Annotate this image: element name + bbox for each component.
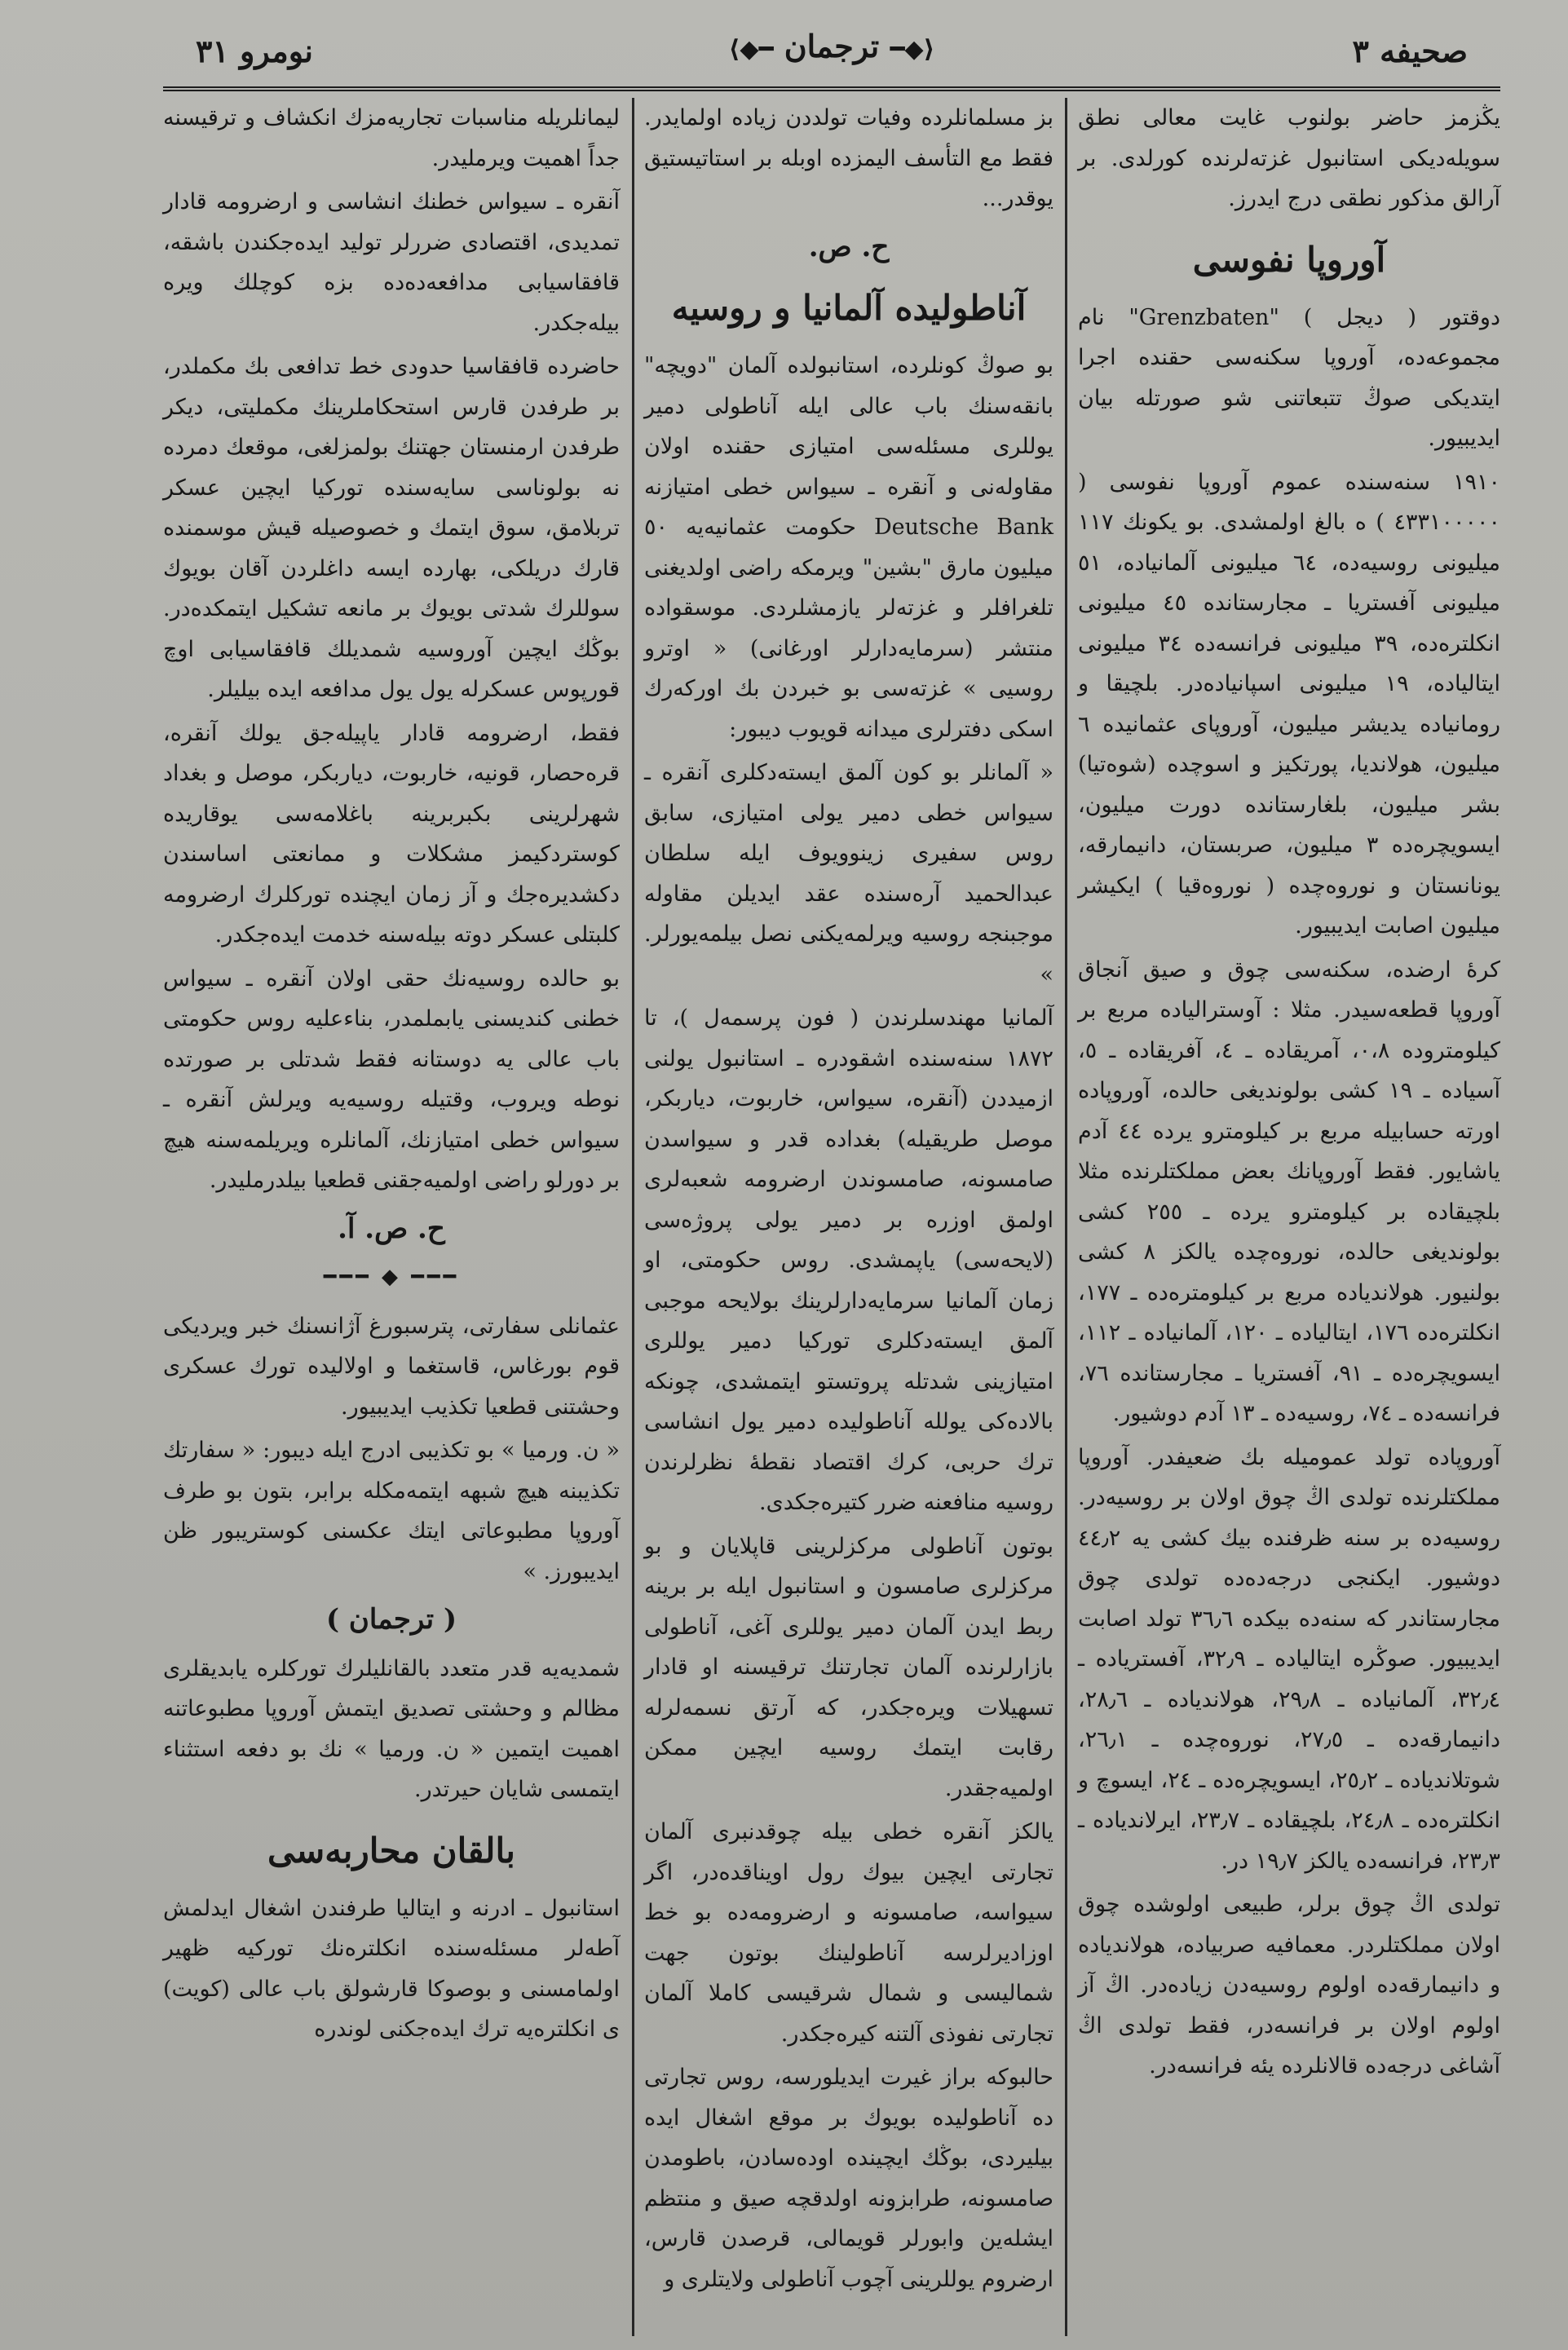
paragraph: شمديەيە قدر متعدد بالقانليلرك توركلرە يابديقلرى مظالم و وحشتى تصديق ايتمش آوروپا مطبوعاتنە اهميت ايتمين « ن. ورميا » نك بو دفعە استثناء ايتمسى شايان حيرتدر. bbox=[163, 1655, 620, 1802]
paragraph: « ن. ورميا » بو تكذيبى ادرج ايلە ديبور: « سفارتك تكذيبنە هيچ شبهە ايتمەمكلە برابر، بتون بو طرف آوروپا مطبوعاتى ايتك عكسنى كوستريبور ظن ايديبورز. » bbox=[163, 1438, 620, 1584]
paragraph: « آلمانلر بو كون آلمق ايستەدكلرى آنقرە ـ سيواس خطى دمير يولى امتيازى، سابق روس سفيرى زينوويوف ايلە سلطان عبدالحميد آرەسندە عقد ايديلن مقاولە موجبنجە روسيە ويرلمەيكنى نصل بيلمەيورلر. » bbox=[644, 760, 1053, 987]
issue-number: نومرو ٣١ bbox=[196, 33, 313, 69]
column-middle bbox=[644, 98, 1053, 2332]
ornament-left-icon: ⟨◆━ bbox=[890, 35, 935, 64]
signature: ح. ص. bbox=[808, 230, 890, 263]
page-number: صحيفه ٣ bbox=[1352, 33, 1468, 69]
intro-paragraph: بز مسلمانلردە وفيات تولددن زيادە اولمايدر. فقط مع التأسف اليمزدە اوبلە بر استاتيستيق يوقدر... bbox=[644, 105, 1053, 211]
paragraph: حالبوكە براز غيرت ايديلورسە، روس تجارتى دە آناطوليدە بويوك بر موقع اشغال ايدە بيليردى، بوڭك ايچيندە اودەسادن، باطومدن صامسونە، طرابزونە اولدقچە صيق و منتظم ايشلەين وابورلر قويمالى، قرصدن قارس، ارضروم يوللرينى آچوب آناطولى ولايتلرى و bbox=[644, 2065, 1053, 2292]
paragraph: ليمانلريلە مناسبات تجاريەمزك انكشاف و ترقيسنە جداً اهميت ويرمليدر. bbox=[163, 105, 620, 171]
paragraph: تولدى اڭ چوق برلر، طبيعى اولوشدە چوق اولان مملكتلردر. معمافيه صربيادە، هولانديادە و دانيمارقەدە اولوم روسيەدن زيادەدر. اڭ آز اولوم اولان بر فرانسەدر، فقط تولدى اڭ آشاغى درجەدە قالانلردە يئە فرانسەدر. bbox=[1078, 1892, 1500, 2078]
paragraph: فقط، ارضرومە قادار ياپيلەجق يولك آنقرە، قرەحصار، قونيە، خاربوت، دياربكر، موصل و بغداد شهرلرينى بكبربرينە باغلامەسى يوقاريدە كوستردكيمز مشكلات و ممانعتى اساسندن دكشديرەجك و آز زمان ايچندە توركلرك ارضرومە كلبتلى عسكر دوتە بيلەسنە خدمت ايدەجكدر. bbox=[163, 720, 620, 948]
article-heading-balkan-war: بالقان محاربەسى bbox=[267, 1830, 515, 1871]
paragraph: بوتون آناطولى مركزلرينى قاپلايان و بو مركزلرى صامسون و استانبول ايلە بر برينە ربط ايدن آلمان دمير يوللرى آغى، آناطولى بازارلرندە آلمان تجارتنك ترقيسنە او قادار تسهيلات ويرەجكدر، كە آرتق نسمەلرلە رقابت ايتمك روسيە ايچين ممكن اولميەجقدر. bbox=[644, 1533, 1053, 1801]
section-divider-icon: ━━━ ◆ ━━━ bbox=[323, 1265, 460, 1289]
paragraph: دوقتور ( ديجل ) "Grenzbaten" نام مجموعەدە، آوروپا سكنەسى حقندە اجرا ايتديكى صوڭ تتبعاتنى شو صورتلە بيان ايديبيور. bbox=[1078, 304, 1500, 451]
paragraph: حاضردە قافقاسيا حدودى خط تدافعى بك مكملدر، بر طرفدن قارس استحكاملرينك مكمليتى، ديكر طرفدن ارمنستان جهتنك بولمزلغى، موقعك دمردە نە بولوناسى سايەسندە توركيا ايچين عسكر تربلامق، سوق ايتمك و خصوصيلە قيش موسمندە قارك دريلكى، بهاردە ايسە داغلردن آقان بويوك سوللرك شدتى بويوك بر مانعە تشكيل ايتمكدەدر. بوڭك ايچين آوروسيە شمديلك قافقاسيابى اوچ قورپوس عسكرلە يول يول مدافعە ايدە بيليلر. bbox=[163, 354, 620, 702]
masthead bbox=[163, 28, 1500, 91]
intro-paragraph: يڭزمز حاضر بولنوب غايت معالى نطق سويلەديكى استانبول غزتەلرندە كورلدى. بر آرالق مذكور نطقى درج ايدرز. bbox=[1078, 105, 1500, 211]
paragraph: آلمانيا مهندسلرندن ( فون پرسمەل )، تا ١٨٧٢ سنەسندە اشقودرە ـ استانبول يولنى ازميددن (آنقرە، سيواس، خاربوت، دياربكر، موصل طريقيلە) بغدادە قدر و سيواسدن صامسونە، صامسوندن ارضرومە شعبەلرى اولمق اوزرە بر دمير يولى پروژەسى (لايحەسى) ياپمشدى. روس حكومتى، او زمان آلمانيا سرمايەدارلرينك بولايحە موجبى آلمق ايستەدكلرى توركيا دمير يوللرى امتيازينى شدتلە پروتستو ايتمشدى، چونكە بالادەكى يوللە آناطوليدە دمير يول انشاسى ترك حربى، كرك اقتصاد نقطهٔ نظرلرندن روسيە منافعنە ضرر كتيرەجكدى. bbox=[644, 1005, 1053, 1515]
signature: ( ترجمان ) bbox=[325, 1603, 457, 1636]
paragraph: ١٩١٠ سنەسندە عموم آوروپا نفوسى ( ٤٣٣١٠٠٠٠٠ ) ە بالغ اولمشدى. بو يكونك ١١٧ ميليونى روسيەدە، ٦٤ ميليونى آلمانيادە، ٥١ ميليونى آفستريا ـ مجارستاندە ٤٥ ميليونى انكلترەدە، ٣٩ ميليونى فرانسەدە ٣٤ ميليونى ايتاليادە، ١٩ ميليونى اسپانيادەدر. بلچيقا و رومانيادە يديشر ميليون، آوروپاى عثمانيدە ٦ ميليون، هولانديا، پورتكيز و اسوچدە (شوەتيا) بشر ميليون، بلغارستاندە دورت ميليون، ايسويچرەدە ٣ ميليون، صربستان، دانيمارقە، يونانستان و نوروەچدە ( نوروەقيا ) ايكيشر ميليون اصابت ايديبيور. bbox=[1078, 469, 1501, 939]
paragraph: آنقرە ـ سيواس خطنك انشاسى و ارضرومە قادار تمديدى، اقتصادى ضررلر توليد ايدەجكندن باشقە، قافقاسيابى مدافعەدەدە بزە كوچلك ويرە بيلەجكدر. bbox=[163, 189, 620, 336]
column-rule bbox=[632, 98, 634, 2336]
paragraph: بو صوڭ كونلردە، استانبولدە آلمان "دويچە" بانقەسنك باب عالى ايلە آناطولى دمير يوللرى مسئلەسى امتيازى حقندە اولان مقاولەنى و آنقرە ـ سيواس خطى امتيازنە Deutsche Bank حكومت عثمانيەيە ٥٠ ميليون مارق "بشين" ويرمكە راضى اولديغنى تلغرافلر و غزتەلر يازمشلردى. موسقوادە منتشر (سرمايەدارلر اورغانى) « اوترو روسيى » غزتەسى بو خبردن بك اوركەرك اسكى دفترلرى ميدانە قويوب ديبور: bbox=[644, 353, 1053, 742]
paragraph: بو حالدە روسيەنك حقى اولان آنقرە ـ سيواس خطنى كنديسنى يابملمدر، بناءعليە روس حكومتى باب عالى يە دوستانە فقط شدتلى بر صورتدە نوطە ويروب، وقتيلە روسيەيە ويرلش آنقرە ـ سيواس خطى امتيازنك، آلمانلرە ويريلمەسنە هيچ بر دورلو راضى اولميەجقنى قطعيا بيلدرمليدر. bbox=[163, 965, 620, 1193]
paragraph: آوروپادە تولد عموميلە بك ضعيفدر. آوروپا مملكتلرندە تولدى اڭ چوق اولان بر روسيەدر. روسيەدە بر سنە ظرفندە بيك كشى يە ٤٤٫٢ دوشيور. ايكنجى درجەدەدە تولدى چوق مجارستاندر كە سنەدە بيكدە ٣٦٫٦ تولد اصابت ايديبيور. صوڭرە ايتاليادە ـ ٣٢٫٩، آفستريادە ـ ٣٢٫٤، آلمانيادە ـ ٢٩٫٨، هولانديادە ـ ٢٨٫٦، دانيمارقەدە ـ ٢٧٫٥، نوروەچدە ـ ٢٦٫١، شوتلانديادە ـ ٢٥٫٢، ايسويچرەدە ـ ٢٤، ايسوچ و انكلترەدە ـ ٢٤٫٨، بلچيقادە ـ ٢٣٫٧، ايرلانديادە ـ ٢٣٫٣، فرانسەدە يالكز ١٩٫٧ در. bbox=[1078, 1444, 1500, 1874]
column-left bbox=[163, 98, 620, 2332]
signature: ح. ص. آ. bbox=[338, 1212, 445, 1245]
article-heading-europe-population: آوروپا نفوسى bbox=[1192, 239, 1386, 280]
paragraph: كرهٔ ارضدە، سكنەسى چوق و صيق آنجاق آوروپا قطعەسيدر. مثلا : آوستراليادە مربع بر كيلومترودە ٠،٨، آمريقادە ـ ٤، آفريقادە ـ ٥، آسيادە ـ ١٩ كشى بولونديغى حالدە، آوروپادە اورتە حسابيلە مربع بر كيلومترو يردە ٤٤ آدم ياشايور. فقط آوروپانك بعض مملكتلرندە مثلا بلچيقادە بر كيلومترو يردە ـ ٢٥٥ كشى بولونديغى حالدە، نوروەچدە يالكز ٨ كشى بولنيور. هولانديادە مربع بر كيلومترەدە ـ ١٧٧، انكلترەدە ١٧٦، ايتاليادە ـ ١٢٠، آلمانيادە ـ ١١٢، ايسويچرەدە ـ ٩١، آفستريا ـ مجارستاندە ٧٦، فرانسەدە ـ ٧٤، روسيەدە ـ ١٣ آدم دوشيور. bbox=[1078, 956, 1500, 1426]
newspaper-title-block bbox=[685, 28, 978, 80]
ornament-right-icon: ━◆⟩ bbox=[728, 35, 774, 64]
column-rule bbox=[1065, 98, 1067, 2336]
paragraph: عثمانلى سفارتى، پترسبورغ آژانسنك خبر ويرديكى قوم بورغاس، قاستغما و اولاليدە تورك عسكرى وحشتنى قطعيا تكذيب ايديبيور. bbox=[163, 1313, 620, 1420]
newspaper-title: ترجمان bbox=[784, 28, 880, 64]
paragraph: يالكز آنقرە خطى بيلە چوقدنبرى آلمان تجارتى ايچين بيوك رول اويناقدەدر، اگر سيواسە، صامسونە و ارضرومەدە بو خط اوزاديرلرسە آناطولينك بوتون جهت شماليسى و شمال شرقيسى كاملا آلمان تجارتى نفوذى آلتنە كيرەجكدر. bbox=[644, 1819, 1053, 2047]
article-heading-anatolia: آناطوليدە آلمانيا و روسيە bbox=[671, 288, 1027, 328]
column-right bbox=[1078, 98, 1500, 2332]
paragraph: استانبول ـ ادرنە و ايتاليا طرفندن اشغال ايدلمش آطەلر مسئلەسندە انكلترەنك توركيە ظهير اولمامسنى و بوصوكا قارشولق باب عالى (كويت) ى انكلترەيە ترك ايدەجكنى لوندرە bbox=[163, 1895, 620, 2042]
